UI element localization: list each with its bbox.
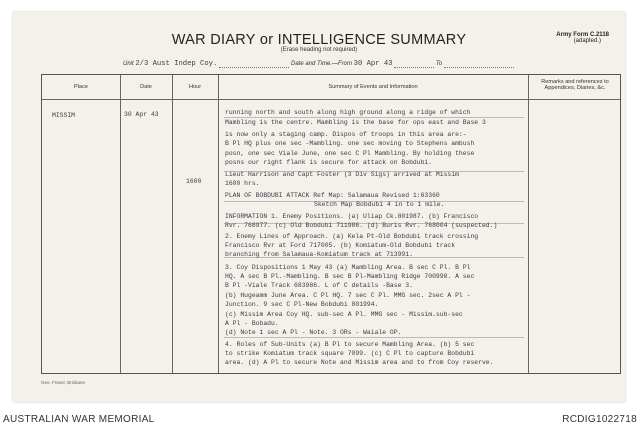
col-header-date: Date — [140, 84, 152, 90]
archive-credit: AUSTRALIAN WAR MEMORIAL — [3, 414, 155, 425]
summary-line: to strike Komiatum track square 7099. (c) C Pl to capture Bobdubi — [225, 350, 475, 357]
ruled-line — [224, 337, 524, 338]
summary-line: area. (d) A Pl to secure Note and Missim area and to from Coy reserve. — [225, 359, 494, 366]
entry-date: 30 Apr 43 — [124, 111, 159, 118]
unit-label: Unit — [123, 61, 134, 67]
summary-line: 3. Coy Dispositions 1 May 43 (a) Mambling Area. B sec C Pl. B Pl — [225, 264, 471, 271]
col-header-remarks: Remarks and references to Appendices, Diaries, &c. — [541, 79, 609, 91]
summary-line: Rvr. 768977. (c) Old Bobdubi 711986. (d) Buris Rvr. 768004 (suspected.) — [225, 222, 498, 229]
summary-line: B Pl HQ plus one sec -Mambling. one sec moving to Stephens ambush — [225, 140, 475, 147]
form-subtitle: (Erase heading not required) — [280, 47, 358, 53]
army-form-adapted: (adapted.) — [573, 38, 601, 44]
diary-page — [13, 12, 625, 402]
army-form-number: Army Form C.2118 — [556, 32, 609, 38]
summary-line: running north and south along high ground along a ridge of which — [225, 109, 471, 116]
summary-line: HQ. A sec B Pl.-Mambling. B sec B Pl-Mambling Ridge 700990. A sec — [225, 273, 475, 280]
summary-line: A Pl - Bobadu. — [225, 320, 279, 327]
summary-line: is now only a staging camp. Dispos of troops in this area are:- — [225, 131, 467, 138]
summary-line: (c) Missim Area Coy HQ. sub-sec A Pl. MMG sec - Missim.sub-sec — [225, 311, 463, 318]
summary-line: 1600 hrs. — [225, 180, 260, 187]
summary-line: Francisco Rvr at Ford 717005. (b) Komiatum-Old Bobdubi track — [225, 242, 456, 249]
col-divider — [172, 75, 173, 373]
col-header-hour: Hour — [188, 84, 202, 90]
col-divider — [218, 75, 219, 373]
col-header-summary: Summary of Events and Information — [328, 84, 418, 90]
form-title: WAR DIARY or INTELLIGENCE SUMMARY — [171, 32, 467, 48]
unit-field — [123, 60, 289, 68]
summary-line: B Pl -Viale Track 683986. L of C details -Base 3. — [225, 282, 413, 289]
printer-imprint: Geo. Fraser, Brisbane — [41, 380, 86, 385]
ruled-line — [224, 117, 524, 118]
header-divider — [42, 99, 620, 100]
col-header-place: Place — [74, 84, 88, 90]
summary-line: Sketch Map Bobdubi 4 in to 1 mile. — [314, 201, 445, 208]
entry-hour: 1600 — [186, 178, 202, 185]
diary-table — [41, 74, 621, 374]
summary-line: PLAN OF BOBDUBI ATTACK Ref Map: Salamaua Revised 1:63360 — [225, 192, 440, 199]
summary-line: posns our right flank is secure for attack on Bobdubi. — [225, 159, 433, 166]
date-label: Date and Time.—From — [291, 61, 352, 67]
summary-line: branching from Salamaua-Komiatum track at 713991. — [225, 251, 413, 258]
summary-line: INFORMATION 1. Enemy Positions. (a) Uliap Ck.801987. (b) Francisco — [225, 213, 479, 220]
summary-line: 4. Roles of Sub-Units (a) B Pl to secure Mambling Area. (b) 5 sec — [225, 341, 475, 348]
summary-line: (d) Note 1 sec A Pl - Note. 3 ORs - Waiale OP. — [225, 329, 402, 336]
date-value: 30 Apr 43 — [353, 60, 393, 68]
date-to-line — [444, 60, 514, 68]
col-divider — [120, 75, 121, 373]
unit-value: 2/3 Aust Indep Coy. — [135, 60, 218, 68]
army-form-id — [556, 32, 609, 44]
summary-line: Mambling is the centre. Mambling is the base for ops east and Base 3 — [225, 119, 486, 126]
archive-reference: RCDIG1022718 — [562, 414, 637, 425]
date-from-line — [394, 60, 434, 68]
summary-line: Junction. 9 sec C Pl-New Bobdubi 801994. — [225, 301, 379, 308]
unit-line — [219, 60, 289, 68]
summary-line: posn, one sec Viale June, one sec C Pl Mambling. By holding these — [225, 150, 475, 157]
date-field — [291, 60, 514, 68]
col-divider — [528, 75, 529, 373]
summary-line: Lieut Harrison and Capt Foster (3 Div Sigs) arrived at Missim — [225, 171, 459, 178]
summary-line: (b) Hugeamm June Area. C Pl HQ. 7 sec C Pl. MMG sec. 2sec A Pl - — [225, 292, 471, 299]
entry-place: MISSIM — [52, 112, 76, 119]
to-label: To — [435, 61, 443, 67]
summary-line: 2. Enemy Lines of Approach. (a) Kela Pt-Old Bobdubi track crossing — [225, 233, 479, 240]
